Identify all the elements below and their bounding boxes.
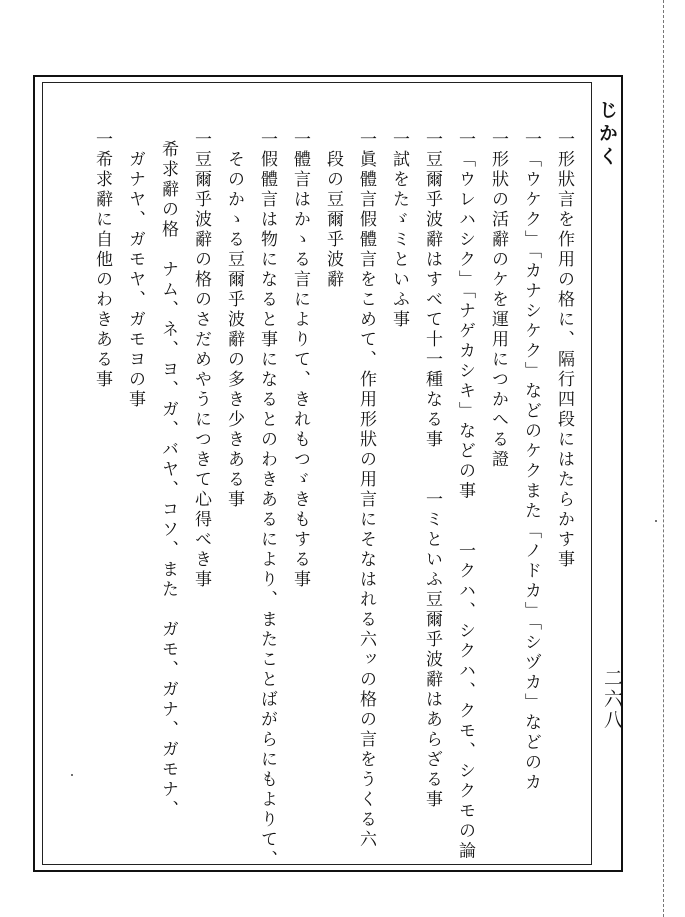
toc-line: 一假體言は物になると事になるとのわきあるにより、またことばがらにもよりて、 xyxy=(257,130,277,870)
toc-line: 一眞體言假體言をこめて、作用形狀の用言にそなはれる六ッの格の言をうくる六 xyxy=(356,130,376,850)
toc-line-continued: そのかゝる豆爾乎波辭の多き少きある事 xyxy=(224,150,244,510)
toc-line: 一「ウレハシク」「ナゲカシキ」などの事 一クハ、シクハ、クモ、シクモの論 xyxy=(455,130,475,862)
toc-line: 一「ウケク」「カナシケク」などのケクまた「ノドカ」「シヅカ」などのカ xyxy=(521,130,541,793)
toc-line: 一形狀の活辭のケを運用につかへる證 xyxy=(488,130,508,470)
paper-speck xyxy=(71,774,73,776)
toc-line: 一豆爾乎波辭の格のさだめやうにつきて心得べき事 xyxy=(191,130,211,590)
toc-line: 一試をたゞミといふ事 xyxy=(389,130,409,330)
toc-line-continued: 段の豆爾乎波辭 xyxy=(323,150,343,290)
running-header: じかく xyxy=(596,100,618,169)
paper-speck xyxy=(655,520,657,522)
page-number: 二六八 xyxy=(601,668,623,731)
toc-line-indented: 希求辭の格 ナム、ネ、ヨ、ガ、バヤ、コソ、また ガモ、ガナ、ガモナ、 xyxy=(158,140,178,820)
toc-line-continued: ガナヤ、ガモヤ、ガモヨの事 xyxy=(125,150,145,410)
toc-line: 一豆爾乎波辭はすべて十一種なる事 一ミといふ豆爾乎波辭はあらざる事 xyxy=(422,130,442,810)
page-edge-rule xyxy=(663,0,664,917)
toc-line: 一希求辭に自他のわきある事 xyxy=(92,130,112,390)
toc-line: 一體言はかゝる言によりて、きれもつゞきもする事 xyxy=(290,130,310,590)
toc-line: 一形狀言を作用の格に、隔行四段にはたらかす事 xyxy=(554,130,574,570)
